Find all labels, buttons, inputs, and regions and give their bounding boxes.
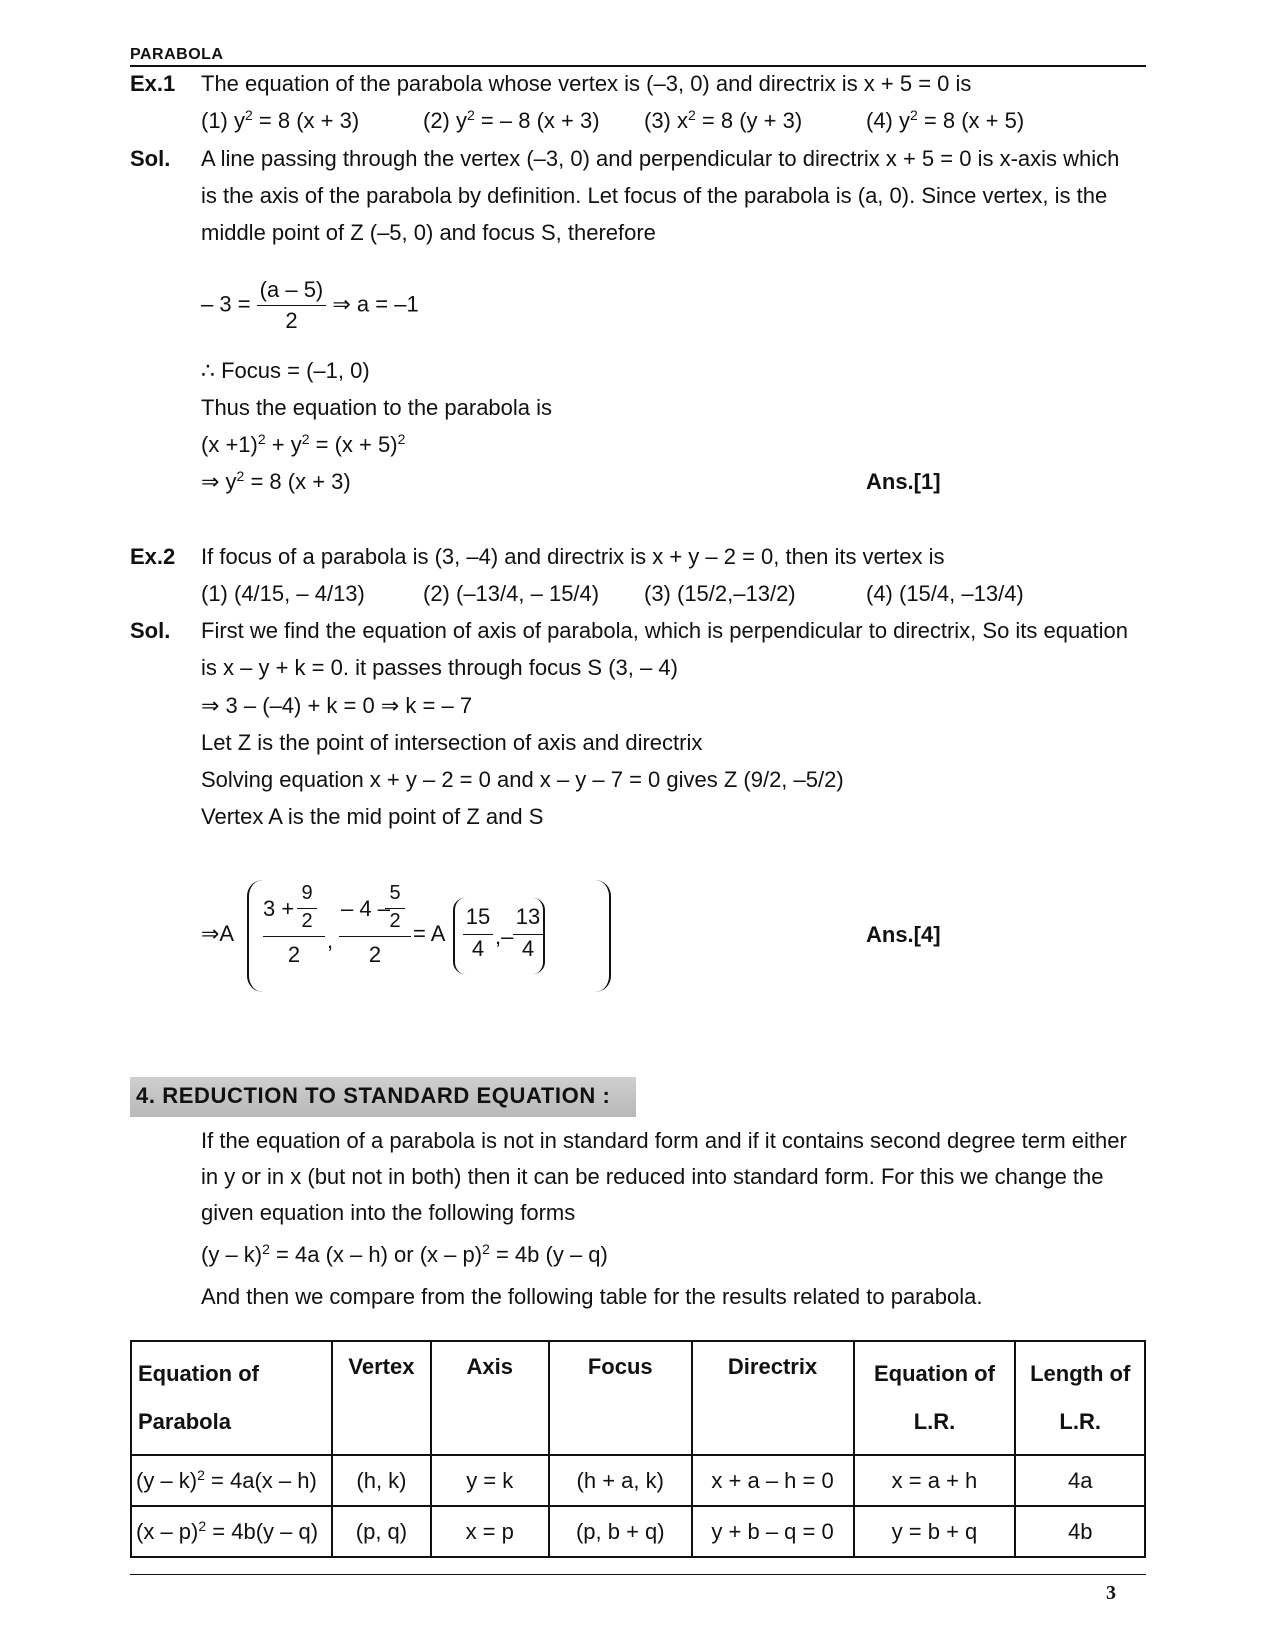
- cell-lr-length: 4b: [1015, 1506, 1145, 1557]
- ex2-label: Ex.2: [130, 544, 176, 569]
- ex1-equation-b: $(x +1)^2 + y^2 = (x + 5)^2$: [201, 431, 406, 457]
- term2-inner-den: 2: [389, 910, 401, 932]
- header-axis: Axis: [431, 1341, 549, 1455]
- header-equation-of-lr: Equation of L.R.: [854, 1341, 1016, 1455]
- ex1-thus-line: Thus the equation to the parabola is: [201, 395, 553, 420]
- ex1-option-2: (2) $y^2$ = – 8 (x + 3): [423, 107, 600, 133]
- cell-axis: x = p: [431, 1506, 549, 1557]
- parabola-results-table: [130, 1340, 1146, 1558]
- cell-vertex: (p, q): [332, 1506, 430, 1557]
- cell-vertex: (h, k): [332, 1455, 430, 1506]
- term1-inner-num: 9: [301, 882, 313, 904]
- ex2-sol-line: Vertex A is the mid point of Z and S: [201, 804, 544, 829]
- cell-axis: y = k: [431, 1455, 549, 1506]
- running-header: PARABOLA: [130, 46, 224, 63]
- term2-main-bar: [339, 936, 411, 937]
- term1-inner-den: 2: [301, 910, 313, 932]
- ex1-sol-line: middle point of Z (–5, 0) and focus S, therefore: [201, 220, 656, 245]
- ex1-sol-line: is the axis of the parabola by definition. Let focus of the parabola is (a, 0). Since vertex, is the: [201, 183, 1108, 208]
- term2-inner-num: 5: [389, 882, 401, 904]
- ex2-sol-line: is x – y + k = 0. it passes through focus S (3, – 4): [201, 655, 678, 680]
- cell-directrix: x + a – h = 0: [692, 1455, 854, 1506]
- ex2-sol-label: Sol.: [130, 618, 171, 643]
- term2-inner-bar: [385, 908, 405, 909]
- ex1-equation-c: ⇒ $y^2 = 8$ (x + 3): [201, 468, 351, 494]
- term1-main-bar: [263, 936, 325, 937]
- result-bar-1: [463, 934, 493, 935]
- cell-focus: (h + a, k): [549, 1455, 692, 1506]
- standard-forms: (y – k)$^2$ = 4a (x – h) or (x – p)$^2$ = 4b (y – q): [201, 1241, 608, 1267]
- header-rule: [130, 65, 1146, 67]
- ex1-label: Ex.1: [130, 71, 176, 96]
- section-title: 4. REDUCTION TO STANDARD EQUATION :: [136, 1083, 611, 1108]
- ex1-question: The equation of the parabola whose vertex is (–3, 0) and directrix is x + 5 = 0 is: [201, 71, 972, 96]
- ex2-question: If focus of a parabola is (3, –4) and directrix is x + y – 2 = 0, then its vertex is: [201, 544, 945, 569]
- ex1-option-3: (3) $x^2 = 8$ (y + 3): [644, 107, 803, 133]
- ex2-answer: Ans.[4]: [866, 922, 941, 947]
- result-separator: ,–: [495, 924, 514, 949]
- ex2-option-1: (1) (4/15, – 4/13): [201, 581, 365, 606]
- ex2-option-2: (2) (–13/4, – 15/4): [423, 581, 600, 606]
- term2-lead: – 4 –: [341, 896, 390, 921]
- cell-lr-length: 4a: [1015, 1455, 1145, 1506]
- page-number: 3: [1106, 1582, 1116, 1604]
- term2-den: 2: [368, 942, 382, 967]
- result-bar-2: [513, 934, 543, 935]
- equals-a: = A: [413, 921, 446, 946]
- result-den-2: 4: [521, 936, 535, 961]
- header-vertex: Vertex: [332, 1341, 430, 1455]
- ex2-option-3: (3) (15/2,–13/2): [644, 581, 796, 606]
- result-den-1: 4: [471, 936, 485, 961]
- footer-rule: [130, 1574, 1146, 1575]
- term1-inner-bar: [297, 908, 317, 909]
- ex1-option-4: (4) $y^2 = 8$ (x + 5): [866, 107, 1025, 133]
- header-focus: Focus: [549, 1341, 692, 1455]
- ex1-answer: Ans.[1]: [866, 469, 941, 494]
- result-num-2: 13: [515, 904, 541, 929]
- section-para-line: in y or in x (but not in both) then it can be reduced into standard form. For this we change the: [201, 1164, 1104, 1189]
- compare-line: And then we compare from the following table for the results related to parabola.: [201, 1284, 983, 1309]
- cell-equation: (x – p)$^2$ = 4b(y – q): [131, 1506, 332, 1557]
- table-header-row: [131, 1341, 1145, 1455]
- ex2-vertex-equation: [201, 880, 841, 995]
- fraction: $\frac{(a - 5)}{2}$: [257, 275, 327, 336]
- ex2-option-4: (4) (15/4, –13/4): [866, 581, 1024, 606]
- cell-directrix: y + b – q = 0: [692, 1506, 854, 1557]
- ex1-option-1: (1) $y^2 = 8$ (x + 3): [201, 107, 360, 133]
- cell-focus: (p, b + q): [549, 1506, 692, 1557]
- ex2-sol-line: Solving equation x + y – 2 = 0 and x – y – 7 = 0 gives Z (9/2, –5/2): [201, 767, 844, 792]
- comma: ,: [327, 928, 334, 953]
- table-row: [131, 1455, 1145, 1506]
- cell-lr-equation: y = b + q: [854, 1506, 1016, 1557]
- header-equation-of-parabola: Equation of Parabola: [131, 1341, 332, 1455]
- cell-lr-equation: x = a + h: [854, 1455, 1016, 1506]
- ex1-sol-label: Sol.: [130, 146, 171, 171]
- ex1-equation-a: – 3 = $\frac{(a - 5)}{2}$ ⇒ a = –1: [201, 275, 419, 336]
- section-para-line: given equation into the following forms: [201, 1200, 576, 1225]
- ex2-sol-line: First we find the equation of axis of parabola, which is perpendicular to directrix, So its equation: [201, 618, 1128, 643]
- result-num-1: 15: [465, 904, 491, 929]
- ex2-sol-line: Let Z is the point of intersection of axis and directrix: [201, 730, 703, 755]
- ex1-sol-line: A line passing through the vertex (–3, 0) and perpendicular to directrix x + 5 = 0 is x-axis which: [201, 146, 1120, 171]
- ex1-focus-line: ∴ Focus = (–1, 0): [201, 358, 370, 383]
- implies-a: ⇒A: [201, 921, 235, 946]
- term1-den: 2: [287, 942, 301, 967]
- table-row: [131, 1506, 1145, 1557]
- header-length-of-lr: Length of L.R.: [1015, 1341, 1145, 1455]
- right-paren: [593, 880, 611, 992]
- header-directrix: Directrix: [692, 1341, 854, 1455]
- term1-lead: 3 +: [263, 896, 295, 921]
- section-para-line: If the equation of a parabola is not in standard form and if it contains second degree term either: [201, 1128, 1127, 1153]
- ex2-sol-line: ⇒ 3 – (–4) + k = 0 ⇒ k = – 7: [201, 693, 473, 718]
- cell-equation: (y – k)$^2$ = 4a(x – h): [131, 1455, 332, 1506]
